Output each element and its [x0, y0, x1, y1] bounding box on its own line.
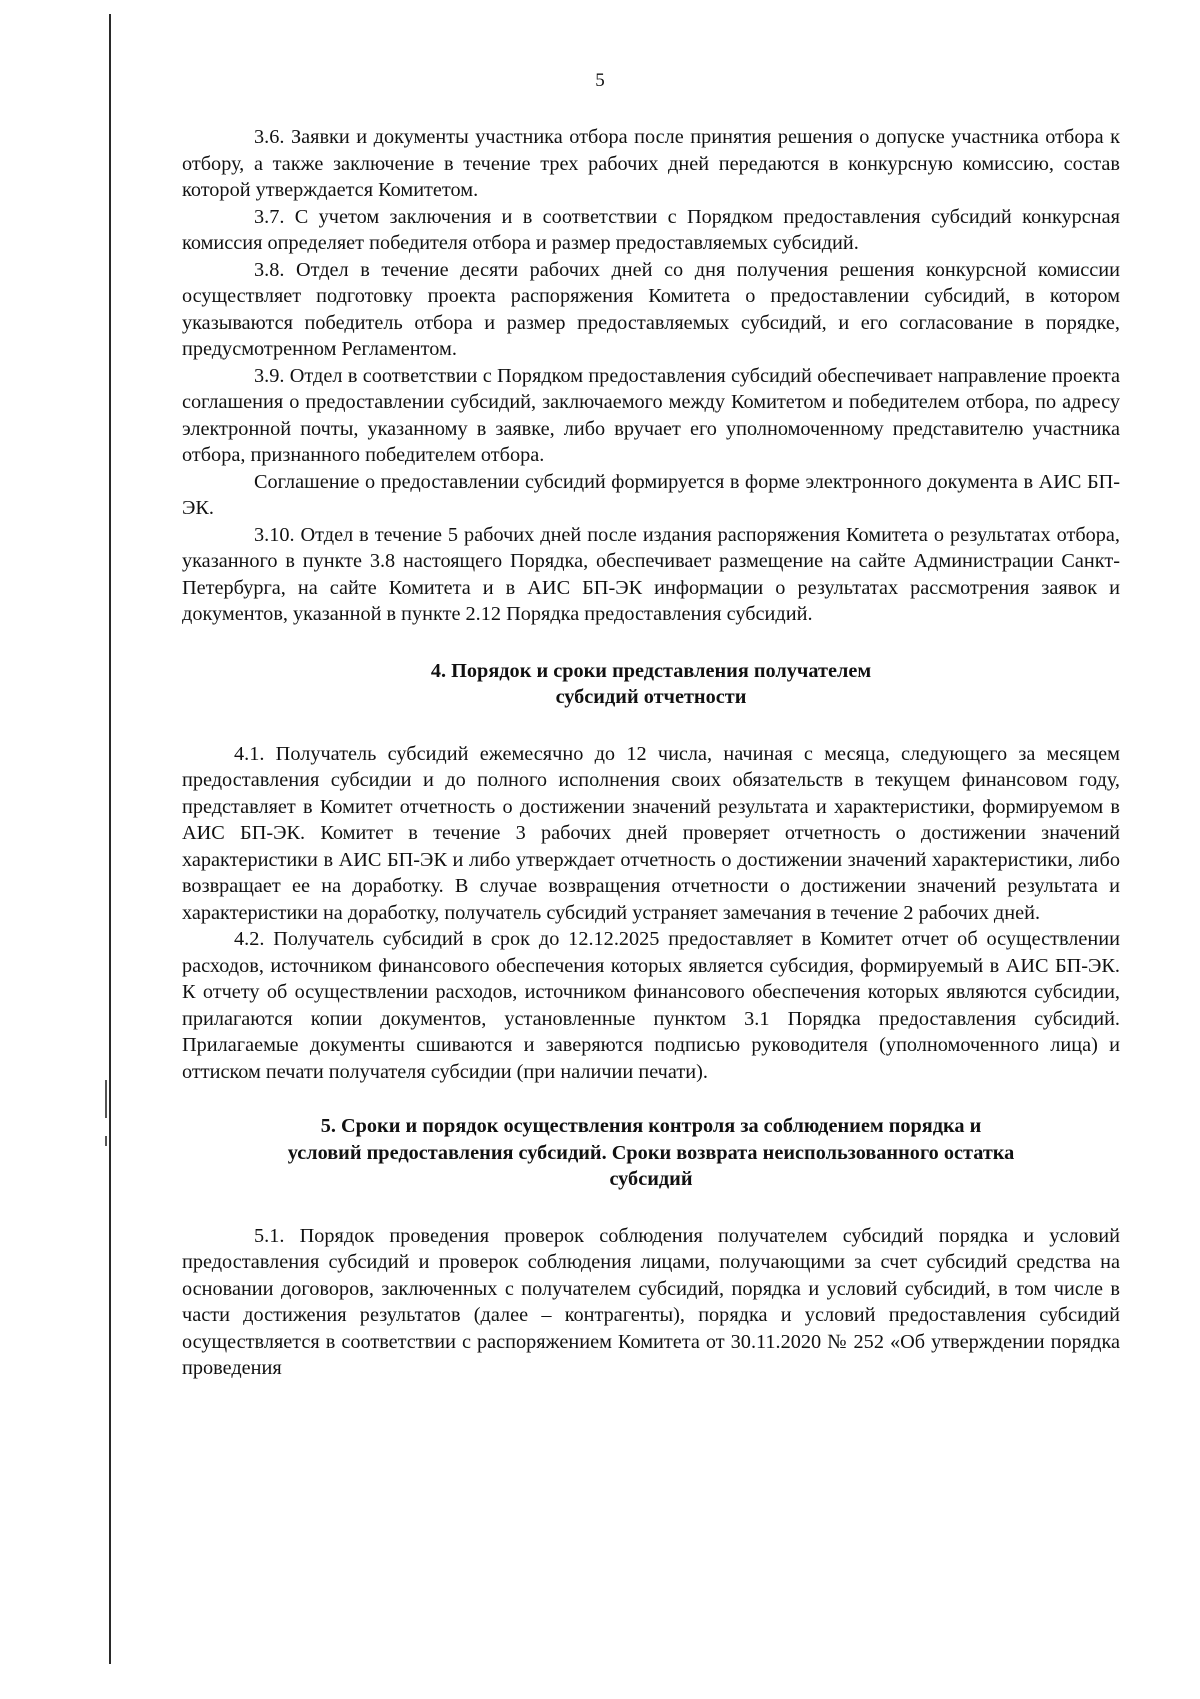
document-body	[182, 124, 1120, 1382]
section-4-title	[182, 658, 1120, 711]
scan-left-edge	[109, 14, 111, 1664]
section-5-title-line: условий предоставления субсидий. Сроки возврата неиспользованного остатка	[287, 1141, 1015, 1164]
paragraph-3-9: 3.9. Отдел в соответствии с Порядком предоставления субсидий обеспечивает направление проекта соглашения о предоставлении субсидий, заключаемого между Комитетом и победителем отбора, по адресу электронной почты, указанному в заявке, либо вручает его уполномоченному представителю участника отбора, признанного победителем отбора.	[182, 364, 1120, 466]
paragraph-4-2: 4.2. Получатель субсидий в срок до 12.12.2025 предоставляет в Комитет отчет об осуществлении расходов, источником финансового обеспечения которых является субсидия, формируемый в АИС БП-ЭК. К отчету об осуществлении расходов, источником финансового обеспечения которых являются субсидии, прилагаются копии документов, установленные пунктом 3.1 Порядка предоставления субсидий. Прилагаемые документы сшиваются и заверяются подписью руководителя (уполномоченного лица) и оттиском печати получателя субсидии (при наличии печати).	[182, 928, 1120, 1083]
paragraph-agreement: Соглашение о предоставлении субсидий формируется в форме электронного документа в АИС БП-ЭК.	[182, 470, 1120, 519]
section-4-title-line: субсидий отчетности	[555, 686, 747, 708]
paragraph-3-8: 3.8. Отдел в течение десяти рабочих дней со дня получения решения конкурсной комиссии осуществляет подготовку проекта распоряжения Комитета о предоставлении субсидий, в котором указываются победитель отбора и размер предоставляемых субсидий, и его согласование в порядке, предусмотренном Регламентом.	[182, 258, 1120, 360]
scan-artifact-mark	[105, 1080, 107, 1118]
paragraph-3-6: 3.6. Заявки и документы участника отбора после принятия решения о допуске участника отбора к отбору, а также заключение в течение трех рабочих дней передаются в конкурсную комиссию, состав которой утверждается Комитетом.	[182, 126, 1120, 201]
paragraph-4-1: 4.1. Получатель субсидий ежемесячно до 12 числа, начиная с месяца, следующего за месяцем предоставления субсидии и до полного исполнения своих обязательств в текущем финансовом году, представляет в Комитет отчетность о достижении значений результата и характеристики, формируемом в АИС БП-ЭК. Комитет в течение 3 рабочих дней проверяет отчетность о достижении значений характеристики в АИС БП-ЭК и либо утверждает отчетность о достижении значений характеристики, либо возвращает ее на доработку. В случае возвращения отчетности о достижении значений результата и характеристики на доработку, получатель субсидий устраняет замечания в течение 2 рабочих дней.	[182, 742, 1120, 924]
paragraph-5-1: 5.1. Порядок проведения проверок соблюдения получателем субсидий порядка и условий предоставления субсидий и проверок соблюдения лицами, получающими за счет субсидий средства на основании договоров, заключенных с получателем субсидий, порядка и условий субсидий, в том числе в части достижения результатов (далее – контрагенты), порядка и условий предоставления субсидий осуществляется в соответствии с распоряжением Комитета от 30.11.2020 № 252 «Об утверждении порядка проведения	[182, 1224, 1120, 1379]
paragraph-3-10: 3.10. Отдел в течение 5 рабочих дней после издания распоряжения Комитета о результатах отбора, указанного в пункте 3.8 настоящего Порядка, обеспечивает размещение на сайте Администрации Санкт-Петербурга, на сайте Комитета и в АИС БП-ЭК информации о результатах рассмотрения заявок и документов, указанной в пункте 2.12 Порядка предоставления субсидий.	[182, 523, 1120, 625]
section-5-title	[182, 1113, 1120, 1193]
paragraph-3-7: 3.7. С учетом заключения и в соответствии с Порядком предоставления субсидий конкурсная комиссия определяет победителя отбора и размер предоставляемых субсидий.	[182, 205, 1120, 254]
section-5-title-line: 5. Сроки и порядок осуществления контроля за соблюдением порядка и	[320, 1115, 982, 1137]
page-number: 5	[595, 70, 605, 91]
section-5-title-line: субсидий	[609, 1168, 693, 1190]
scan-artifact-mark	[105, 1136, 107, 1146]
section-4-title-line: 4. Порядок и сроки представления получателем	[430, 659, 872, 682]
